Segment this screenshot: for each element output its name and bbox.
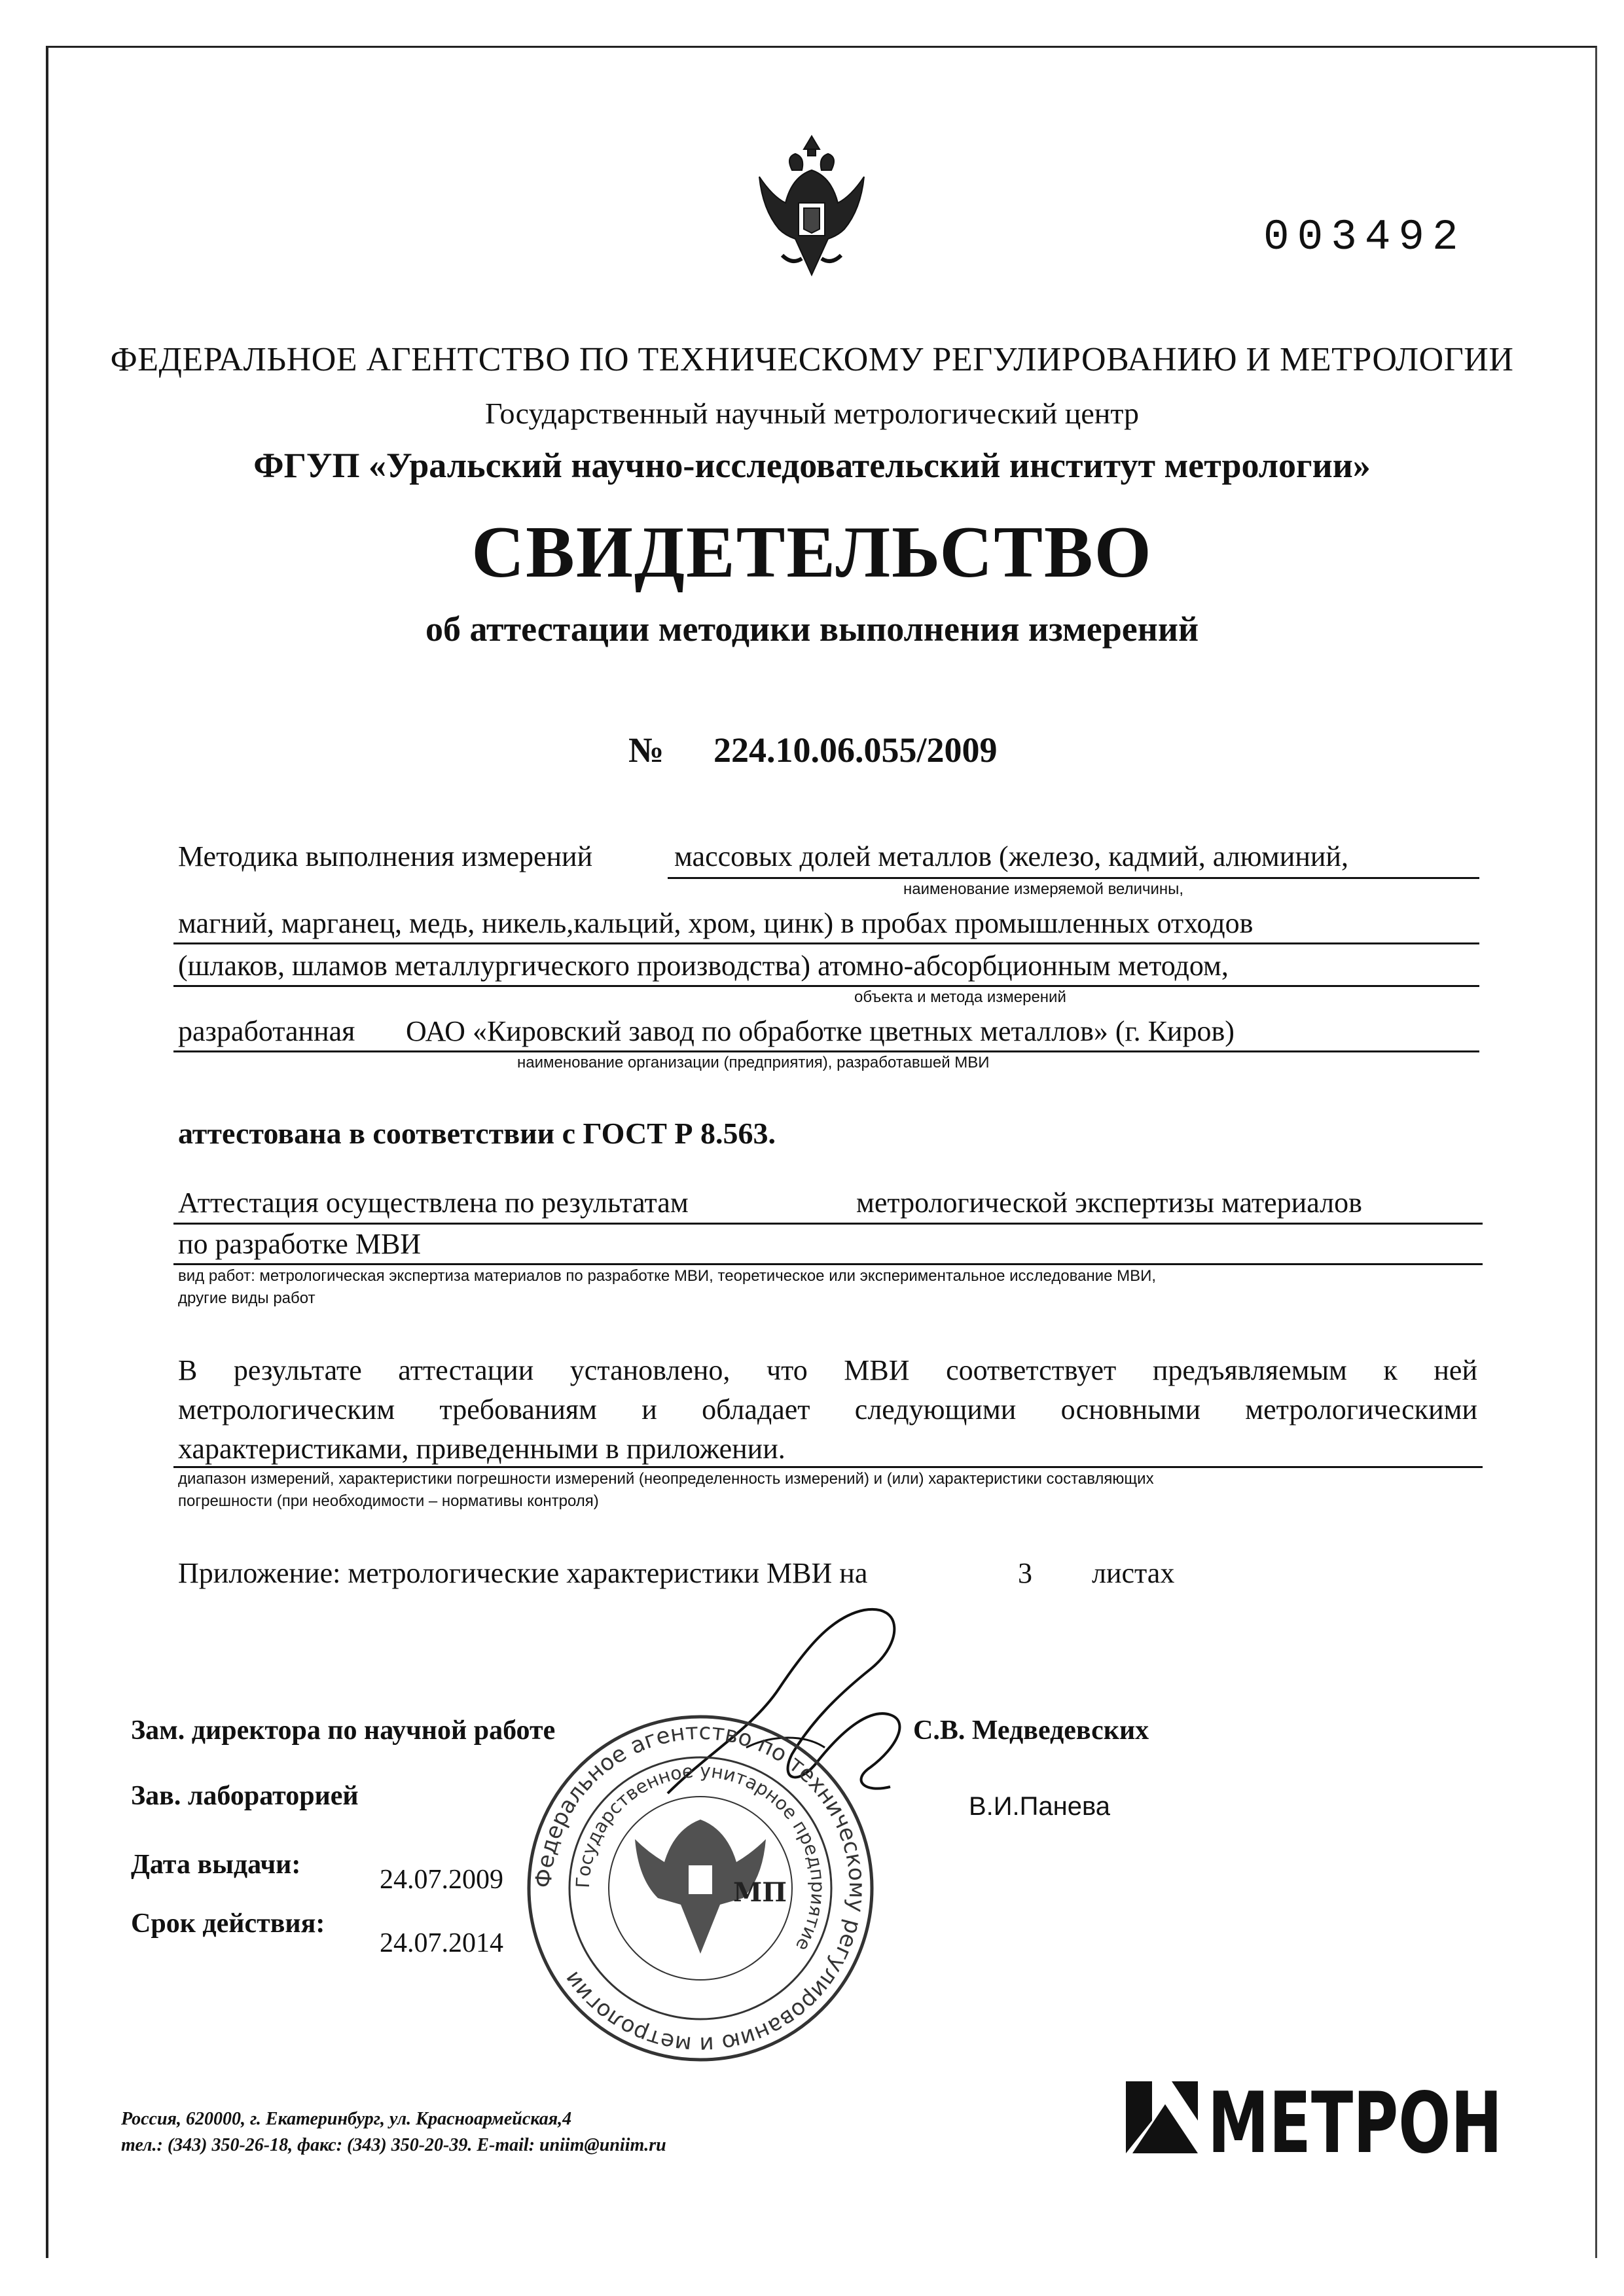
result-line-2: метрологическим требованиям и обладает следующими основными метрологическими	[178, 1393, 1477, 1426]
appendix-label: Приложение: метрологические характеристики МВИ на	[178, 1557, 868, 1589]
result-caption-2: погрешности (при необходимости – нормативы контроля)	[178, 1492, 599, 1510]
result-caption-1: диапазон измерений, характеристики погрешности измерений (неопределенность измерений) и (или) характеристики составляющих	[178, 1470, 1154, 1488]
page-title: СВИДЕТЕЛЬСТВО	[471, 512, 1153, 593]
appendix-page-count: 3	[1018, 1557, 1032, 1589]
method-line-2: магний, марганец, медь, никель,кальций, хром, цинк) в пробах промышленных отходов	[178, 907, 1254, 939]
method-line-3: (шлаков, шламов металлургического производства) атомно-абсорбционным методом,	[178, 950, 1229, 982]
valid-until-label: Срок действия:	[131, 1909, 325, 1939]
official-round-stamp	[517, 1705, 884, 2072]
attestation-value-1: метрологической экспертизы материалов	[856, 1187, 1362, 1219]
logo-text: МЕТРОН	[1208, 2075, 1502, 2172]
agency-name: ФЕДЕРАЛЬНОЕ АГЕНТСТВО ПО ТЕХНИЧЕСКОМУ РЕГУЛИРОВАНИЮ И МЕТРОЛОГИИ	[110, 341, 1514, 378]
attestation-label: Аттестация осуществлена по результатам	[178, 1187, 689, 1219]
stamp-center-text: МП	[733, 1877, 787, 1908]
result-underline	[173, 1466, 1483, 1468]
institute-name: ФГУП «Уральский научно-исследовательский институт метрологии»	[253, 446, 1371, 485]
issue-date-value: 24.07.2009	[380, 1865, 503, 1895]
stamp-outer-text: Федеральное агентство по техническому регулированию и метрологии	[530, 1718, 871, 2058]
certified-statement: аттестована в соответствии с ГОСТ Р 8.563.	[178, 1117, 776, 1150]
developer-organization: ОАО «Кировский завод по обработке цветных металлов» (г. Киров)	[406, 1015, 1235, 1047]
deputy-director-name: С.В. Медведевских	[913, 1715, 1149, 1746]
stamp-inner-text: Государственное унитарное предприятие	[571, 1759, 829, 1955]
attestation-underline-1	[173, 1223, 1483, 1225]
appendix-unit: листах	[1092, 1557, 1175, 1589]
valid-until-value: 24.07.2014	[380, 1928, 503, 1958]
page-subtitle: об аттестации методики выполнения измерений	[425, 609, 1199, 649]
certificate-number: 224.10.06.055/2009	[713, 730, 998, 770]
serial-number: 003492	[1263, 213, 1466, 262]
method-line-1: массовых долей металлов (железо, кадмий, алюминий,	[674, 840, 1348, 872]
center-name: Государственный научный метрологический центр	[484, 397, 1140, 430]
result-line-1: В результате аттестации установлено, что МВИ соответствует предъявляемым к ней	[178, 1354, 1477, 1386]
footer-contacts: тел.: (343) 350-26-18, факс: (343) 350-20-39. E-mail: uniim@uniim.ru	[121, 2135, 666, 2155]
attestation-caption-2: другие виды работ	[178, 1289, 316, 1307]
developed-label: разработанная	[178, 1015, 355, 1047]
attestation-underline-2	[173, 1263, 1483, 1265]
lab-head-name: В.И.Панева	[969, 1792, 1111, 1821]
method-label: Методика выполнения измерений	[178, 840, 593, 872]
attestation-caption-1: вид работ: метрологическая экспертиза материалов по разработке МВИ, теоретическое или экспериментальное исследование МВИ,	[178, 1267, 1157, 1285]
deputy-director-label: Зам. директора по научной работе	[131, 1715, 556, 1746]
metron-logo	[1126, 2075, 1506, 2172]
method-underline-3	[173, 985, 1479, 987]
developer-underline	[173, 1050, 1479, 1052]
method-caption-2: объекта и метода измерений	[854, 988, 1066, 1006]
coat-of-arms-emblem-icon	[746, 131, 877, 288]
lab-head-label: Зав. лабораторией	[131, 1781, 359, 1811]
method-underline-1	[668, 877, 1479, 879]
method-underline-2	[173, 942, 1479, 944]
result-line-3: характеристиками, приведенными в приложении.	[178, 1433, 785, 1465]
footer-address: Россия, 620000, г. Екатеринбург, ул. Красноармейская,4	[121, 2109, 572, 2129]
method-caption-1: наименование измеряемой величины,	[903, 880, 1184, 898]
developer-caption: наименование организации (предприятия), разработавшей МВИ	[517, 1054, 990, 1071]
issue-date-label: Дата выдачи:	[131, 1850, 301, 1880]
attestation-value-2: по разработке МВИ	[178, 1228, 422, 1260]
number-sign: №	[628, 730, 664, 770]
